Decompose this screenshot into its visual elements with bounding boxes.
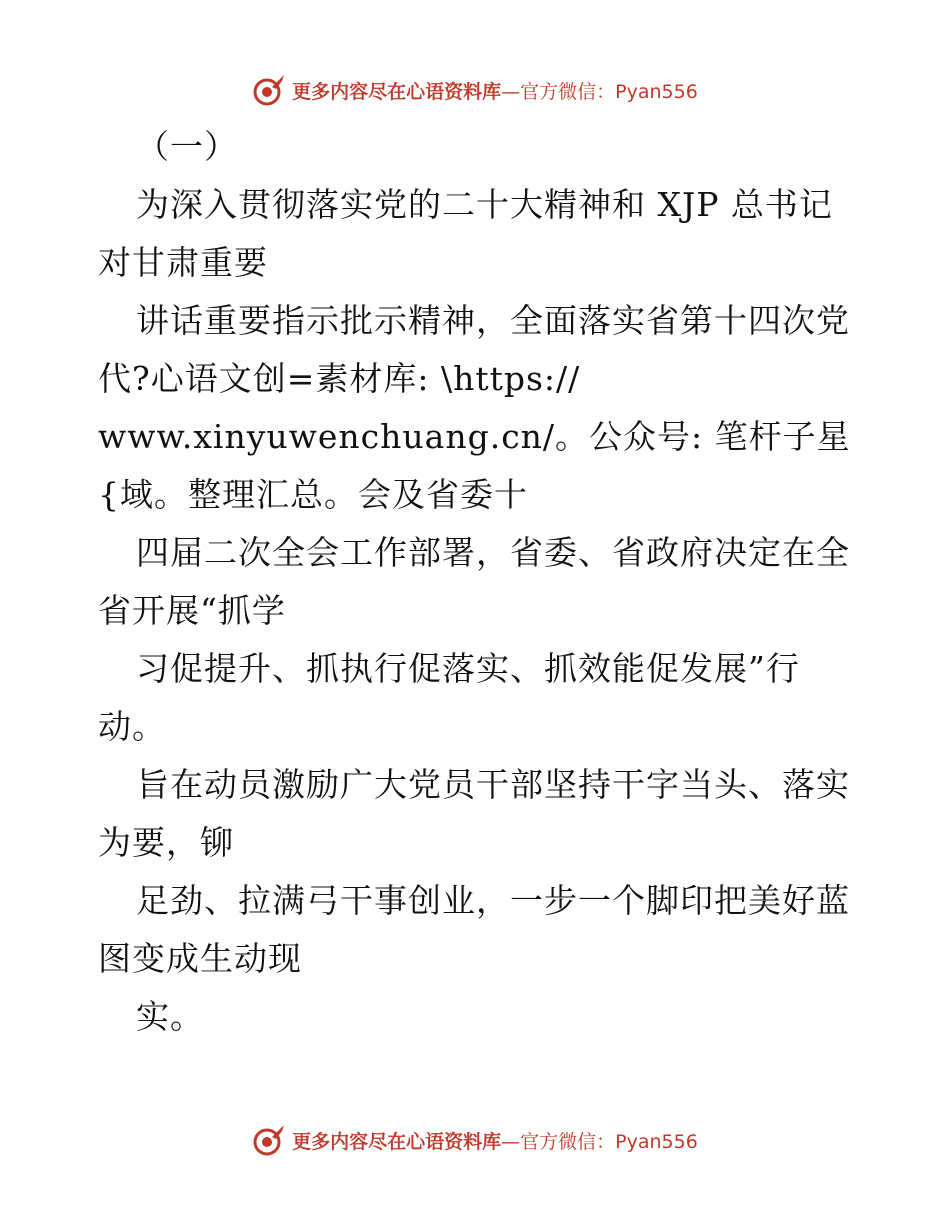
document-body: [98, 118, 858, 1046]
paragraph-line: 实。: [136, 997, 204, 1036]
header-contact: 官方微信：Pyan556: [520, 80, 698, 103]
header-slogan: 更多内容尽在心语资料库: [292, 80, 502, 103]
quill-logo-icon: [252, 73, 286, 107]
paragraph-line: {域。整理汇总。会及省委十: [98, 475, 528, 514]
paragraph-line: 动。: [98, 707, 166, 746]
paragraph-line: 为要，铆: [98, 823, 234, 862]
paragraph-line: www.xinyuwenchuang.cn/。公众号: 笔杆子星: [98, 417, 851, 456]
section-heading: （一）: [136, 127, 238, 166]
paragraph-line: 习促提升、抓执行促落实、抓效能促发展”行: [136, 649, 800, 688]
header-watermark: [0, 70, 950, 110]
paragraph-line: 对甘肃重要: [98, 243, 268, 282]
paragraph-line: 省开展“抓学: [98, 591, 286, 630]
paragraph-line: 代?心语文创=素材库: \https://: [98, 359, 581, 398]
paragraph-line: 足劲、拉满弓干事创业，一步一个脚印把美好蓝: [136, 881, 850, 920]
footer-contact: 官方微信：Pyan556: [520, 1130, 698, 1153]
paragraph-line: 为深入贯彻落实党的二十大精神和 XJP 总书记: [136, 185, 833, 224]
footer-slogan: 更多内容尽在心语资料库: [292, 1130, 502, 1153]
paragraph-line: 图变成生动现: [98, 939, 302, 978]
footer-dash: —: [501, 1130, 521, 1153]
footer-text: [292, 1127, 698, 1154]
paragraph-line: 讲话重要指示批示精神，全面落实省第十四次党: [136, 301, 850, 340]
header-dash: —: [501, 80, 521, 103]
header-text: [292, 77, 698, 104]
paragraph-line: 四届二次全会工作部署，省委、省政府决定在全: [136, 533, 850, 572]
footer-watermark: [0, 1120, 950, 1160]
quill-logo-icon: [252, 1123, 286, 1157]
paragraph-line: 旨在动员激励广大党员干部坚持干字当头、落实: [136, 765, 850, 804]
